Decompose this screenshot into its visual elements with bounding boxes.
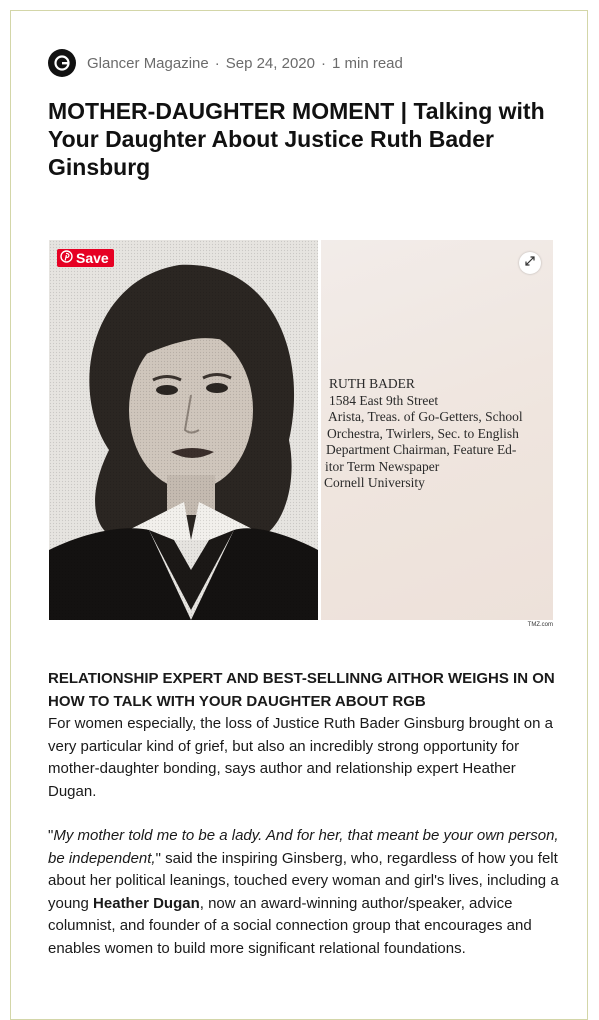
paragraph-text: " said the inspiring Ginsberg, who, regardless of how you felt about her political leanings, touched every woman and girl's lives, including a young xyxy=(48,849,559,912)
yearbook-line: Department Chairman, Feature Ed- xyxy=(326,442,517,457)
ginsburg-quote: My mother told me to be a lady. And for her, that meant be your own person, be independent, xyxy=(48,827,559,867)
article-body xyxy=(48,668,568,960)
yearbook-text xyxy=(324,376,553,492)
expand-icon xyxy=(524,254,536,272)
publish-date: Sep 24, 2020 xyxy=(225,54,315,72)
pinterest-icon xyxy=(60,250,73,266)
save-label: Save xyxy=(76,250,109,266)
open-quote: " xyxy=(48,827,54,844)
paragraph: For women especially, the loss of Justice Ruth Bader Ginsburg brought on a very particular kind of grief, but also an incredibly strong opportunity for mother-daughter bonding, says author and relationship expert Heather Dugan. xyxy=(48,715,553,800)
yearbook-line: itor Term Newspaper xyxy=(325,458,440,474)
author-name: Heather Dugan xyxy=(93,894,200,912)
portrait-photo xyxy=(49,240,318,620)
byline-separator: · xyxy=(320,54,326,72)
yearbook-line: Arista, Treas. of Go-Getters, School xyxy=(328,409,523,424)
yearbook-line: RUTH BADER xyxy=(329,376,415,391)
publisher-name[interactable]: Glancer Magazine xyxy=(87,54,209,72)
save-button[interactable] xyxy=(57,249,114,267)
yearbook-entry-photo xyxy=(321,240,553,620)
yearbook-line: Orchestra, Twirlers, Sec. to English xyxy=(327,425,519,441)
image-credit: TMZ.com xyxy=(527,622,553,628)
byline xyxy=(48,48,403,78)
byline-separator: · xyxy=(214,54,220,72)
article-image xyxy=(49,240,553,628)
yearbook-line: Cornell University xyxy=(324,475,425,490)
paragraph xyxy=(48,825,568,960)
yearbook-line: 1584 East 9th Street xyxy=(329,392,439,408)
publisher-logo-icon[interactable] xyxy=(48,49,76,77)
article-card xyxy=(10,10,588,1020)
article-title: MOTHER-DAUGHTER MOMENT | Talking with Your Daughter About Justice Ruth Bader Ginsburg xyxy=(48,98,545,180)
read-time: 1 min read xyxy=(331,54,403,72)
article-subhead: RELATIONSHIP EXPERT AND BEST-SELLINNG AITHOR WEIGHS IN ON HOW TO TALK WITH YOUR DAUGHTER ABOUT RGB xyxy=(48,670,555,710)
paragraph-text: , now an award-winning author/speaker, advice columnist, and founder of a social connection group that encourages and enables women to build more significant relational foundations. xyxy=(48,894,532,957)
expand-button[interactable] xyxy=(519,252,541,274)
